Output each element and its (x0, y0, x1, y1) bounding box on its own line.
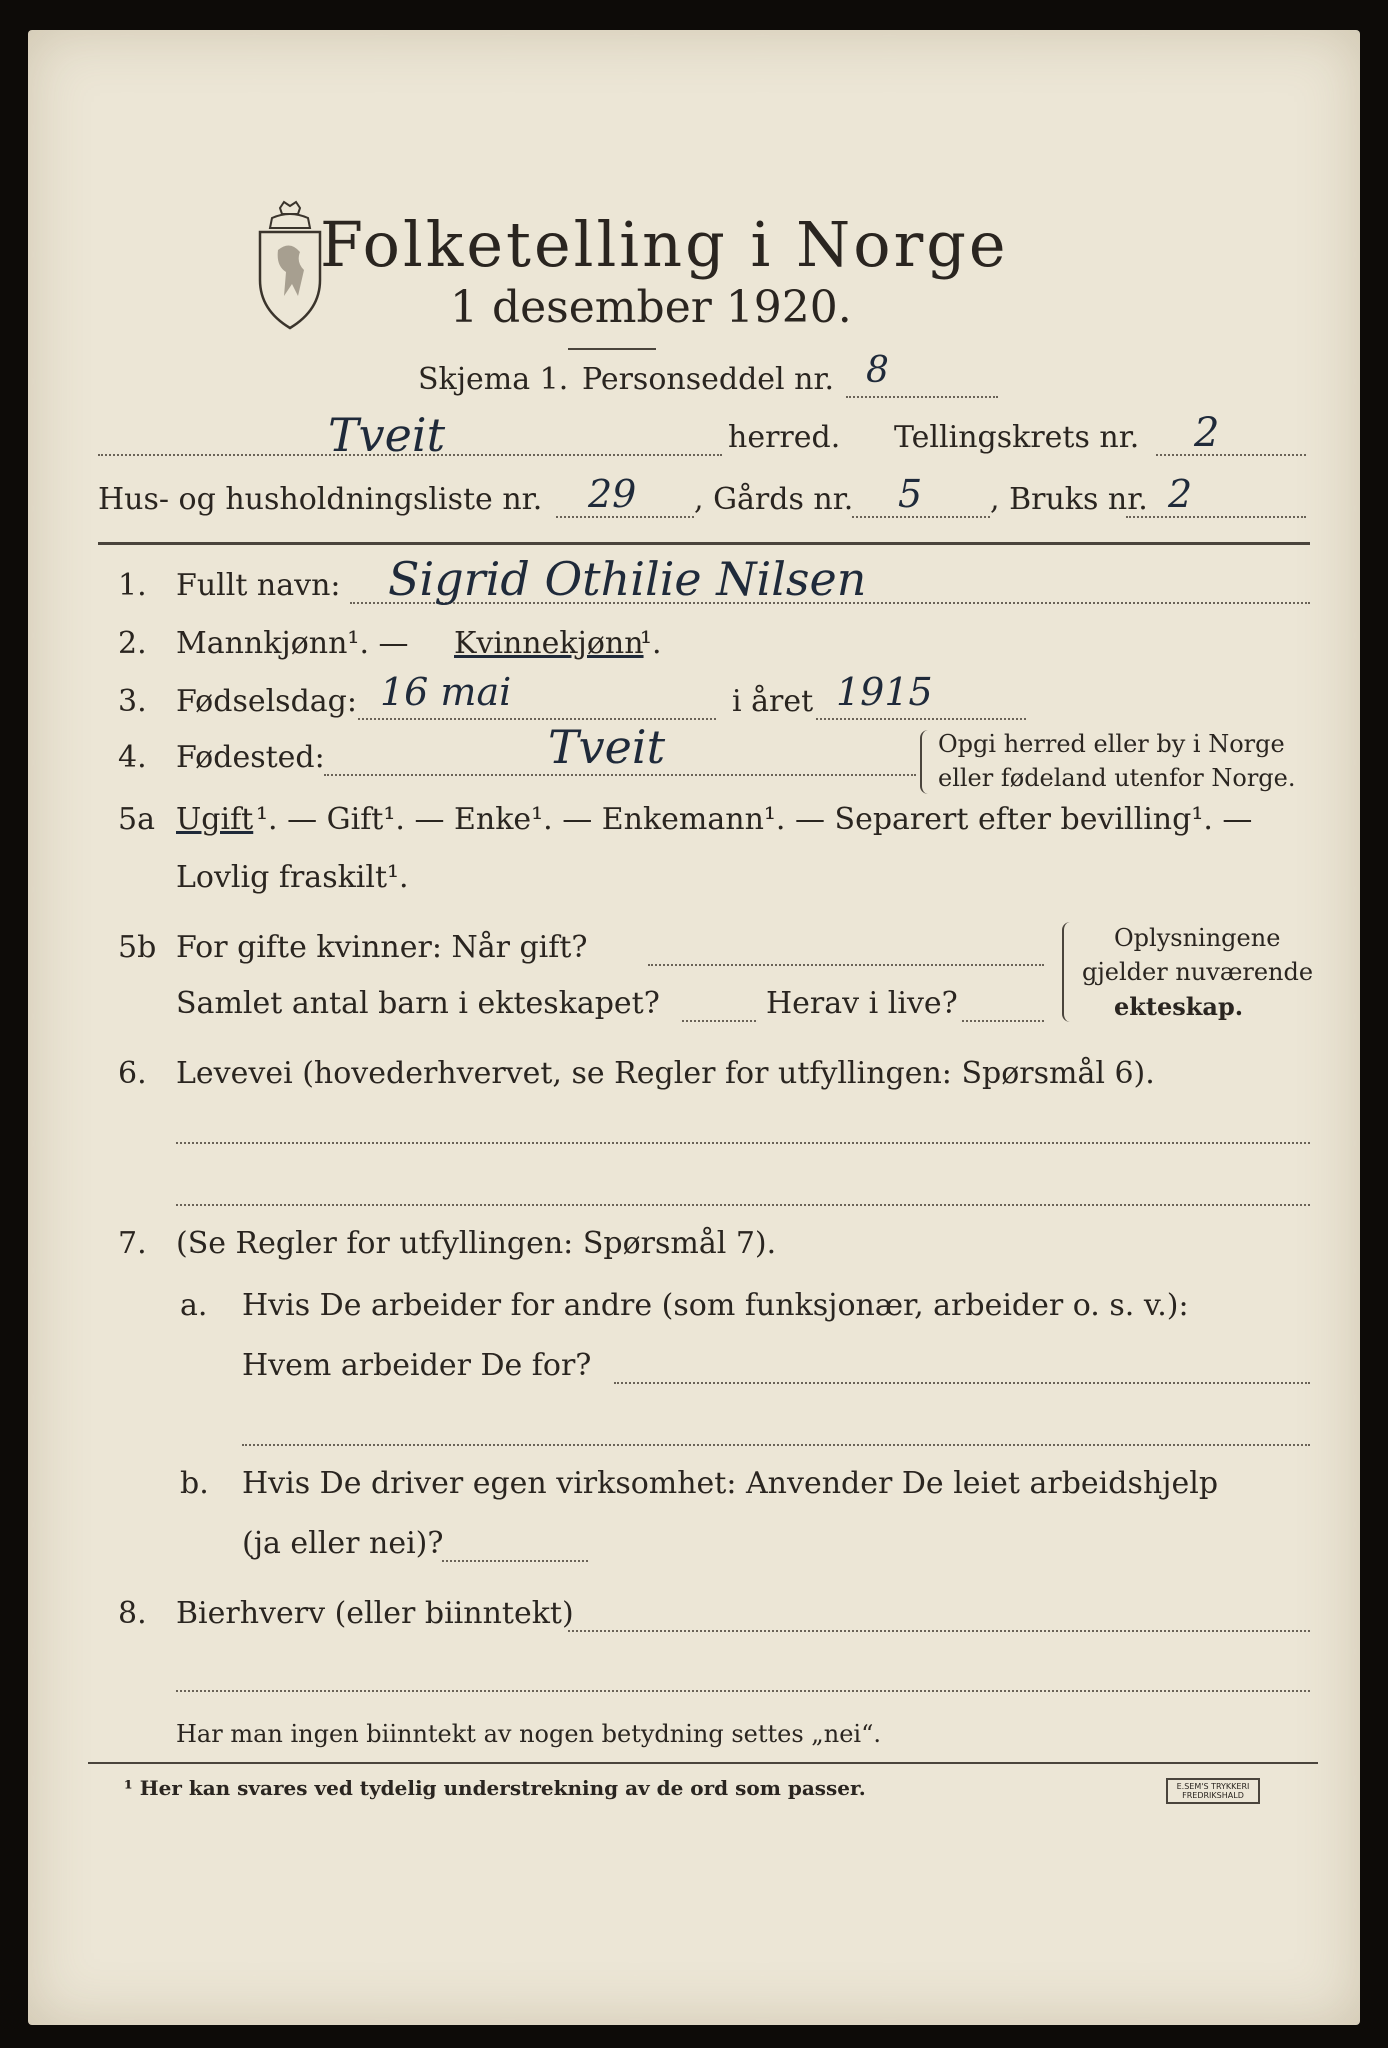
title-divider (568, 348, 656, 350)
bruks-field-line (1126, 516, 1306, 518)
side-income-note: Har man ingen biinntekt av nogen betydning settes „nei“. (176, 1720, 881, 1748)
employer-field-line[interactable] (614, 1382, 1310, 1384)
personseddel-value[interactable]: 8 (866, 350, 889, 391)
marriage-note-brace (1062, 922, 1074, 1022)
employer-field-line-2[interactable] (242, 1444, 1310, 1446)
occupation-field-line-2[interactable] (176, 1204, 1310, 1206)
hired-help-field-line[interactable] (442, 1560, 588, 1562)
birthplace-note-brace (920, 730, 932, 794)
q2-number: 2. (118, 626, 147, 661)
census-form-sheet (28, 30, 1360, 2025)
children-total-label: Samlet antal barn i ekteskapet? (176, 986, 660, 1021)
q7b-question: Hvis De driver egen virksomhet: Anvender De leiet arbeidshjelp (242, 1466, 1219, 1501)
when-married-field-line (648, 964, 1044, 966)
children-total-field-line (682, 1020, 756, 1022)
q7a-letter: a. (180, 1288, 208, 1323)
husliste-field-line (556, 516, 694, 518)
side-income-field-line[interactable] (568, 1630, 1310, 1632)
gards-value[interactable]: 5 (898, 472, 923, 516)
marriage-note-line3: ekteskap. (1114, 992, 1244, 1021)
footnote: ¹ Her kan svares ved tydelig understrekning av de ord som passer. (124, 1776, 866, 1800)
herred-label: herred. (728, 420, 841, 455)
personseddel-label: Personseddel nr. (582, 362, 835, 397)
lovlig-fraskilt-option[interactable]: Lovlig fraskilt¹. (176, 860, 409, 895)
q7-number: 7. (118, 1226, 147, 1261)
footer-divider (88, 1762, 1318, 1764)
husliste-value[interactable]: 29 (588, 472, 637, 516)
gards-field-line (852, 516, 990, 518)
husliste-label: Hus- og husholdningsliste nr. (98, 482, 543, 517)
q8-number: 8. (118, 1596, 147, 1631)
birthplace-field-line (324, 774, 916, 776)
occupation-label: Levevei (hovederhvervet, se Regler for utfyllingen: Spørsmål 6). (176, 1056, 1155, 1091)
tellingskrets-label: Tellingskrets nr. (894, 420, 1140, 455)
gards-label: , Gårds nr. (694, 482, 854, 517)
employer-label: Hvem arbeider De for? (242, 1348, 592, 1383)
q7b-letter: b. (180, 1466, 209, 1501)
full-name-value[interactable]: Sigrid Othilie Nilsen (388, 552, 867, 606)
birthplace-value[interactable]: Tveit (548, 720, 666, 774)
skjema-label: Skjema 1. (418, 362, 569, 397)
hired-help-label: (ja eller nei)? (242, 1526, 444, 1561)
children-alive-field-line (962, 1020, 1044, 1022)
kvinnekjonn-suffix: ¹. (640, 626, 662, 661)
bruks-label: , Bruks nr. (990, 482, 1148, 517)
tellingskrets-value[interactable]: 2 (1194, 410, 1220, 456)
q3-label: Fødselsdag: (176, 684, 357, 719)
q5a-number: 5a (118, 802, 155, 837)
q4-number: 4. (118, 740, 147, 775)
bruks-value[interactable]: 2 (1168, 472, 1193, 516)
q1-number: 1. (118, 568, 147, 603)
q1-label: Fullt navn: (176, 568, 341, 603)
birthplace-note-line1: Opgi herred eller by i Norge (938, 730, 1285, 758)
mannkjonn-option[interactable]: Mannkjønn¹. — (176, 626, 409, 661)
q5b-number: 5b (118, 930, 157, 965)
birthday-value[interactable]: 16 mai (380, 670, 512, 714)
q7-label: (Se Regler for utfyllingen: Spørsmål 7). (176, 1226, 777, 1261)
q3-number: 3. (118, 684, 147, 719)
birth-year-value[interactable]: 1915 (836, 670, 933, 714)
side-income-field-line-2[interactable] (176, 1690, 1310, 1692)
form-title: Folketelling i Norge (320, 208, 1009, 281)
marriage-note-line1: Oplysningene (1114, 924, 1281, 952)
ugift-option[interactable]: Ugift (176, 802, 254, 837)
tellingskrets-field-line (1156, 454, 1306, 456)
q7a-question: Hvis De arbeider for andre (som funksjonær, arbeider o. s. v.): (242, 1288, 1189, 1323)
printer-stamp: E.SEM'S TRYKKERI FREDRIKSHALD (1166, 1778, 1260, 1804)
personseddel-field-line (846, 396, 998, 398)
birth-year-field-line (816, 718, 1026, 720)
section-divider (98, 542, 1310, 545)
q6-number: 6. (118, 1056, 147, 1091)
kvinnekjonn-option[interactable]: Kvinnekjønn (454, 626, 644, 661)
herred-value[interactable]: Tveit (328, 408, 446, 462)
children-alive-label: Herav i live? (766, 986, 958, 1021)
coat-of-arms-icon (250, 200, 330, 330)
year-label: i året (732, 684, 814, 719)
q4-label: Fødested: (176, 740, 325, 775)
census-date: 1 desember 1920. (450, 282, 852, 333)
when-married-label: For gifte kvinner: Når gift? (176, 930, 588, 965)
occupation-field-line-1[interactable] (176, 1142, 1310, 1144)
side-income-label: Bierhverv (eller biinntekt) (176, 1596, 574, 1631)
marriage-note-line2: gjelder nuværende (1082, 958, 1314, 986)
civil-status-options[interactable]: ¹. — Gift¹. — Enke¹. — Enkemann¹. — Separert efter bevilling¹. — (256, 802, 1253, 837)
birthplace-note-line2: eller fødeland utenfor Norge. (938, 764, 1296, 792)
